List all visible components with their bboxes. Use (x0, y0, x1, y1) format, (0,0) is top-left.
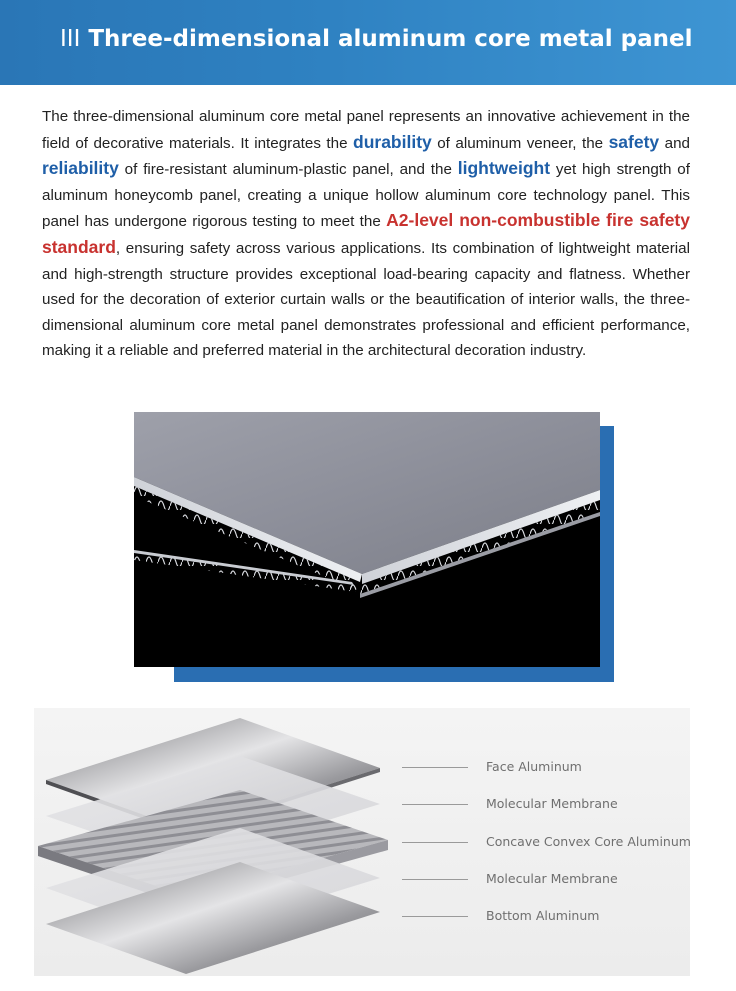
keyword-durability: durability (353, 131, 432, 152)
keyword-lightweight: lightweight (457, 158, 551, 179)
text-run: , ensuring safety across various applications. Its combination of lightweight material and high-strength structure provides exceptional load-bearing capacity and flatness. Whether used for the decoration of exterior curtain walls or the beautification of interior walls, the three-dimensional aluminum core metal panel demonstrates professional and efficient performance, making it a reliable and preferred material in the architectural decoration industry. (42, 239, 690, 360)
keyword-a2-standard: A2-level non-combustible fire safety standard (42, 210, 690, 257)
text-run: yet high strength of aluminum honeycomb panel, creating a unique hollow aluminum core technology panel. This panel has undergone rigorous testing to meet the (42, 161, 690, 231)
leader-line (402, 767, 468, 768)
text-run: and (659, 134, 690, 152)
layer-label-core-aluminum: Concave Convex Core Aluminum (486, 834, 691, 849)
text-run: of fire-resistant aluminum-plastic panel, and the (118, 161, 458, 179)
leader-line (402, 879, 468, 880)
section-marker: III (60, 26, 81, 52)
leader-line (402, 842, 468, 843)
keyword-reliability: reliability (42, 158, 119, 179)
panel-cross-section-photo (134, 412, 600, 667)
text-run: of aluminum veneer, the (431, 134, 609, 152)
layer-label-face-aluminum: Face Aluminum (486, 759, 582, 774)
section-title (60, 26, 693, 52)
leader-line (402, 804, 468, 805)
leader-line (402, 916, 468, 917)
text-run: The three-dimensional aluminum core metal panel represents an innovative achievement in the field of decorative materials. It integrates the (42, 108, 690, 152)
layer-structure-diagram (34, 708, 690, 976)
section-title-text: Three-dimensional aluminum core metal panel (88, 26, 693, 52)
layer-label-molecular-membrane-bottom: Molecular Membrane (486, 871, 618, 886)
description-paragraph (42, 104, 690, 364)
section-header (0, 0, 736, 85)
layer-label-molecular-membrane-top: Molecular Membrane (486, 796, 618, 811)
keyword-safety: safety (608, 131, 660, 152)
layer-label-bottom-aluminum: Bottom Aluminum (486, 908, 600, 923)
product-photo-block (134, 412, 614, 682)
